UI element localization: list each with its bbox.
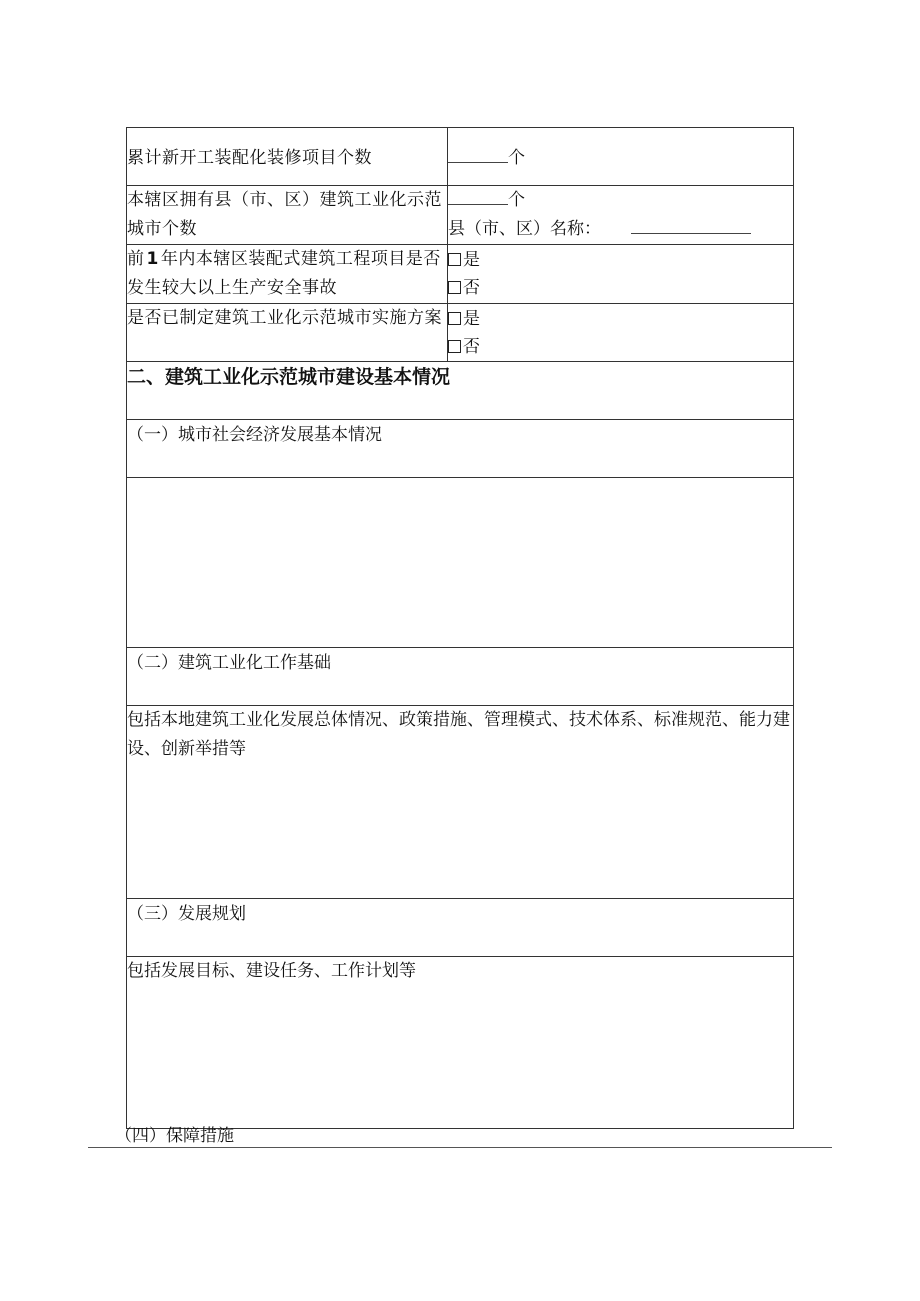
county-count-unit: 个 <box>508 190 525 210</box>
safety-accident-no-option[interactable]: 否 <box>448 274 793 302</box>
subsection-1-title: （一）城市社会经济发展基本情况 <box>127 420 794 478</box>
implementation-plan-no-option[interactable]: 否 <box>448 333 793 361</box>
implementation-plan-yes-option[interactable]: 是 <box>448 305 793 333</box>
row-implementation-plan <box>127 304 794 362</box>
section-2-title: 二、建筑工业化示范城市建设基本情况 <box>127 362 794 420</box>
projects-count-field[interactable] <box>448 146 508 163</box>
application-form-table <box>126 127 794 1129</box>
checkbox-icon[interactable] <box>448 281 461 294</box>
county-name-field[interactable] <box>631 217 751 234</box>
subsection-1-input-area[interactable] <box>127 478 794 648</box>
row-projects-count <box>127 128 794 186</box>
page-divider <box>88 1147 832 1148</box>
projects-count-label: 累计新开工装配化装修项目个数 <box>127 128 448 186</box>
subsection-4-title: （四）保障措施 <box>115 1126 234 1146</box>
checkbox-icon[interactable] <box>448 340 461 353</box>
row-county-count <box>127 186 794 245</box>
checkbox-icon[interactable] <box>448 253 461 266</box>
county-name-label: 县（市、区）名称： <box>448 219 601 239</box>
safety-accident-label: 前 1 年内本辖区装配式建筑工程项目是否发生较大以上生产安全事故 <box>127 245 448 304</box>
checkbox-icon[interactable] <box>448 312 461 325</box>
county-count-field[interactable] <box>448 188 508 205</box>
implementation-plan-label: 是否已制定建筑工业化示范城市实施方案 <box>127 304 448 362</box>
subsection-2-title: （二）建筑工业化工作基础 <box>127 648 794 706</box>
subsection-3-title: （三）发展规划 <box>127 899 794 957</box>
safety-accident-yes-option[interactable]: 是 <box>448 246 793 274</box>
projects-count-unit: 个 <box>508 148 525 168</box>
county-count-label: 本辖区拥有县（市、区）建筑工业化示范城市个数 <box>127 186 448 245</box>
row-safety-accident <box>127 245 794 304</box>
subsection-2-input-area[interactable]: 包括本地建筑工业化发展总体情况、政策措施、管理模式、技术体系、标准规范、能力建设、创新举措等 <box>127 706 794 899</box>
subsection-3-input-area[interactable]: 包括发展目标、建设任务、工作计划等 <box>127 957 794 1129</box>
